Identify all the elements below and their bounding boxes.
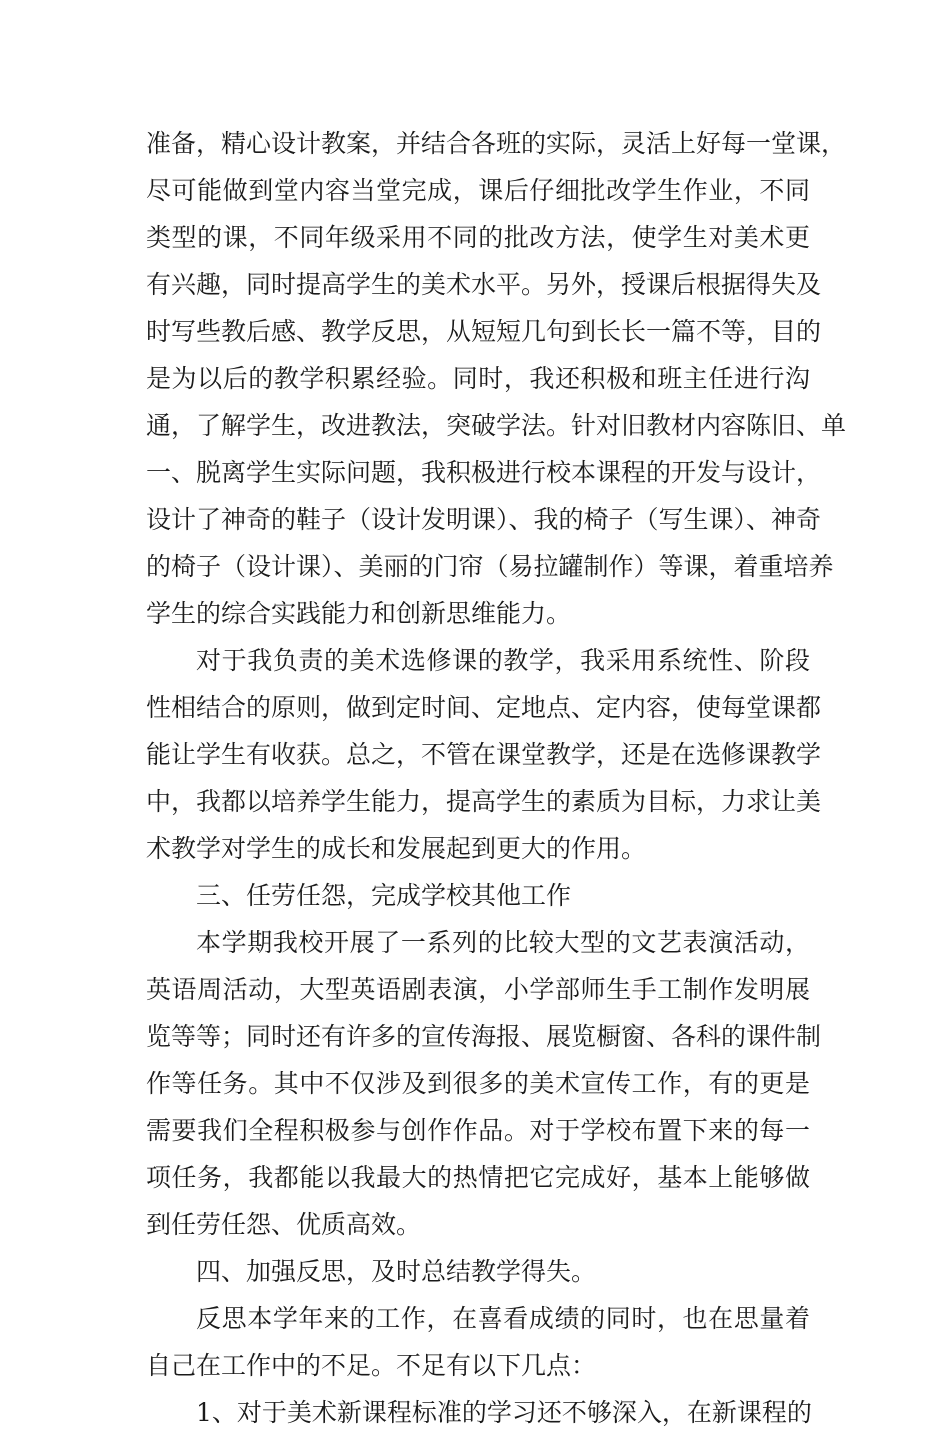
text-line: 术教学对学生的成长和发展起到更大的作用。 — [146, 834, 647, 863]
list-item-line: 1、对于美术新课程标准的学习还不够深入，在新课程的 — [196, 1398, 812, 1427]
text-line: 性相结合的原则，做到定时间、定地点、定内容，使每堂课都 — [146, 693, 822, 722]
text-line: 需要我们全程积极参与创作作品。对于学校布置下来的每一 — [146, 1116, 810, 1145]
paragraph-start-line: 本学期我校开展了一系列的比较大型的文艺表演活动， — [196, 928, 810, 957]
section-heading: 三、任劳任怨，完成学校其他工作 — [196, 881, 572, 910]
section-heading: 四、加强反思，及时总结教学得失。 — [196, 1257, 597, 1286]
text-line: 的椅子（设计课）、美丽的门帘（易拉罐制作）等课，着重培养 — [146, 552, 834, 581]
text-line: 项任务，我都能以我最大的热情把它完成好，基本上能够做 — [146, 1163, 810, 1192]
text-line: 英语周活动，大型英语剧表演，小学部师生手工制作发明展 — [146, 975, 810, 1004]
text-line: 学生的综合实践能力和创新思维能力。 — [146, 599, 572, 628]
text-line: 设计了神奇的鞋子（设计发明课）、我的椅子（写生课）、神奇 — [146, 505, 822, 534]
text-line: 自己在工作中的不足。不足有以下几点： — [146, 1351, 597, 1380]
text-line: 通，了解学生，改进教法，突破学法。针对旧教材内容陈旧、单 — [146, 411, 847, 440]
text-line: 是为以后的教学积累经验。同时，我还积极和班主任进行沟 — [146, 364, 810, 393]
text-line: 时写些教后感、教学反思，从短短几句到长长一篇不等，目的 — [146, 317, 822, 346]
text-line: 准备，精心设计教案，并结合各班的实际，灵活上好每一堂课， — [146, 129, 847, 158]
text-line: 能让学生有收获。总之，不管在课堂教学，还是在选修课教学 — [146, 740, 822, 769]
text-line: 尽可能做到堂内容当堂完成，课后仔细批改学生作业，不同 — [146, 176, 810, 205]
text-line: 作等任务。其中不仅涉及到很多的美术宣传工作，有的更是 — [146, 1069, 810, 1098]
paragraph-start-line: 对于我负责的美术选修课的教学，我采用系统性、阶段 — [196, 646, 810, 675]
document-body — [146, 120, 847, 1436]
text-line: 类型的课，不同年级采用不同的批改方法，使学生对美术更 — [146, 223, 810, 252]
text-line: 览等等；同时还有许多的宣传海报、展览橱窗、各科的课件制 — [146, 1022, 822, 1051]
text-line: 中，我都以培养学生能力，提高学生的素质为目标，力求让美 — [146, 787, 822, 816]
paragraph-start-line: 反思本学年来的工作，在喜看成绩的同时，也在思量着 — [196, 1304, 810, 1333]
text-line: 有兴趣，同时提高学生的美术水平。另外，授课后根据得失及 — [146, 270, 822, 299]
text-line: 到任劳任怨、优质高效。 — [146, 1210, 422, 1239]
text-line: 一、脱离学生实际问题，我积极进行校本课程的开发与设计， — [146, 458, 822, 487]
